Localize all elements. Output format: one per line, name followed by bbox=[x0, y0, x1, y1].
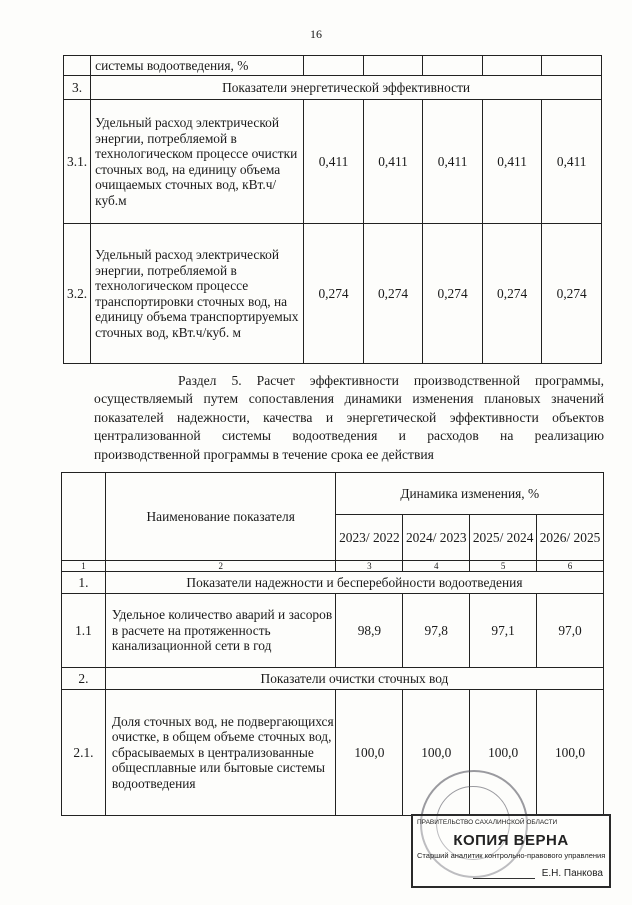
year-header: 2023/ 2022 bbox=[336, 515, 403, 561]
section-title: Показатели очистки сточных вод bbox=[105, 668, 603, 690]
header-row bbox=[62, 473, 604, 515]
value-cell: 100,0 bbox=[470, 690, 537, 816]
section-row bbox=[62, 572, 604, 594]
value-cell: 0,411 bbox=[423, 100, 483, 224]
row-number: 2.1. bbox=[62, 690, 106, 816]
row-number bbox=[64, 56, 91, 76]
dynamics-table bbox=[61, 472, 604, 816]
paragraph-text: Раздел 5. Расчет эффективности производственной программы, осуществляемый путем сопоставления динамики изменения плановых значений показателей надежности, качества и энергетической эффективности объектов централизованной системы водоотведения и расходов на реализацию производственной программы в течение срока ее действия bbox=[94, 373, 604, 462]
header-dynamics: Динамика изменения, % bbox=[336, 473, 604, 515]
year-header: 2026/ 2025 bbox=[537, 515, 604, 561]
stamp-organization: ПРАВИТЕЛЬСТВО САХАЛИНСКОЙ ОБЛАСТИ bbox=[417, 819, 558, 826]
value-cell: 0,411 bbox=[482, 100, 542, 224]
indicator-name: Доля сточных вод, не подвергающихся очистке, в общем объеме сточных вод, сбрасываемых в централизованные общесплавные или бытовые системы водоотведения bbox=[105, 690, 336, 816]
stamp-position: Старший аналитик контрольно-правового управления bbox=[417, 851, 606, 860]
value-cell: 97,1 bbox=[470, 594, 537, 668]
signature-line bbox=[473, 878, 535, 879]
section-title: Показатели энергетической эффективности bbox=[91, 76, 602, 100]
value-cell: 98,9 bbox=[336, 594, 403, 668]
table-row bbox=[64, 224, 602, 364]
header-number-cell bbox=[62, 473, 106, 561]
value-cell: 97,0 bbox=[537, 594, 604, 668]
section-number: 3. bbox=[64, 76, 91, 100]
value-cell: 0,274 bbox=[482, 224, 542, 364]
value-cell: 0,274 bbox=[363, 224, 423, 364]
row-number: 3.2. bbox=[64, 224, 91, 364]
indicator-name: Удельное количество аварий и засоров в расчете на протяженность канализационной сети в год bbox=[105, 594, 336, 668]
section-row bbox=[64, 76, 602, 100]
column-number: 3 bbox=[336, 561, 403, 572]
indicator-name: Удельный расход электрической энергии, потребляемой в технологическом процессе транспортировки сточных вод, на единицу объема транспортируемых сточных вод, кВт.ч/куб. м bbox=[91, 224, 304, 364]
table-row bbox=[62, 690, 604, 816]
value-cell: 0,411 bbox=[304, 100, 364, 224]
value-cell: 100,0 bbox=[537, 690, 604, 816]
column-numbers-row bbox=[62, 561, 604, 572]
value-cell: 0,274 bbox=[542, 224, 602, 364]
value-cell: 100,0 bbox=[336, 690, 403, 816]
value-cell bbox=[423, 56, 483, 76]
certification-stamp bbox=[411, 814, 611, 888]
value-cell bbox=[482, 56, 542, 76]
column-number: 4 bbox=[403, 561, 470, 572]
table-row bbox=[62, 594, 604, 668]
column-number: 6 bbox=[537, 561, 604, 572]
table-row bbox=[64, 100, 602, 224]
year-header: 2024/ 2023 bbox=[403, 515, 470, 561]
section-number: 1. bbox=[62, 572, 106, 594]
value-cell: 0,274 bbox=[423, 224, 483, 364]
value-cell: 100,0 bbox=[403, 690, 470, 816]
section-5-paragraph bbox=[94, 372, 604, 464]
indicator-name: Удельный расход электрической энергии, потребляемой в технологическом процессе очистки сточных вод, на единицу объема очищаемых сточных вод, кВт.ч/куб.м bbox=[91, 100, 304, 224]
indicator-name: системы водоотведения, % bbox=[91, 56, 304, 76]
value-cell: 0,274 bbox=[304, 224, 364, 364]
row-number: 1.1 bbox=[62, 594, 106, 668]
value-cell: 97,8 bbox=[403, 594, 470, 668]
column-number: 1 bbox=[62, 561, 106, 572]
stamp-title: КОПИЯ ВЕРНА bbox=[453, 832, 569, 849]
stamp-signer: Е.Н. Панкова bbox=[541, 868, 603, 879]
header-indicator-name: Наименование показателя bbox=[105, 473, 336, 561]
year-header: 2025/ 2024 bbox=[470, 515, 537, 561]
row-number: 3.1. bbox=[64, 100, 91, 224]
value-cell: 0,411 bbox=[363, 100, 423, 224]
section-title: Показатели надежности и бесперебойности водоотведения bbox=[105, 572, 603, 594]
column-number: 5 bbox=[470, 561, 537, 572]
energy-efficiency-table bbox=[63, 55, 602, 364]
section-number: 2. bbox=[62, 668, 106, 690]
table-row bbox=[64, 56, 602, 76]
section-row bbox=[62, 668, 604, 690]
value-cell bbox=[542, 56, 602, 76]
value-cell bbox=[363, 56, 423, 76]
value-cell: 0,411 bbox=[542, 100, 602, 224]
value-cell bbox=[304, 56, 364, 76]
column-number: 2 bbox=[105, 561, 336, 572]
page-number: 16 bbox=[310, 27, 322, 41]
